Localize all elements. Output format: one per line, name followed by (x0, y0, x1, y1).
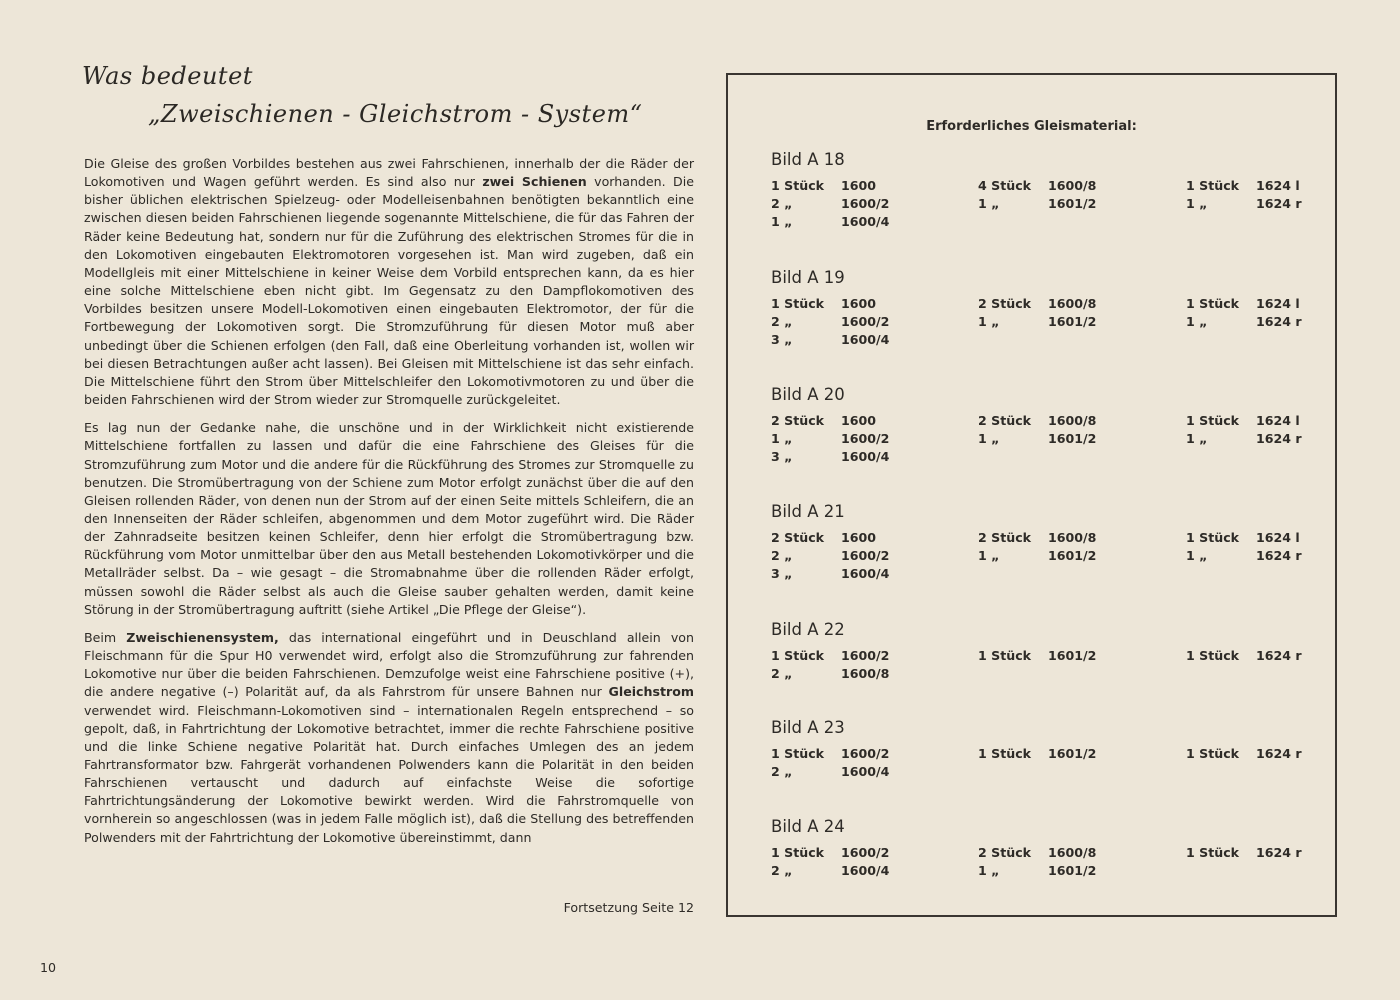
box-heading: Erforderliches Gleismaterial: (926, 119, 1137, 134)
quantity: 1 „ (1186, 196, 1208, 212)
quantity: 2 „ (771, 548, 793, 564)
article-number: 1600/4 (841, 449, 890, 465)
quantity: 2 „ (771, 196, 793, 212)
quantity: 2 „ (771, 314, 793, 330)
quantity: 1 „ (771, 214, 793, 230)
article-number: 1600/2 (841, 648, 890, 663)
quantity: 1 Stück (771, 296, 825, 311)
article-number: 1600/2 (841, 845, 890, 860)
quantity: 1 „ (978, 314, 1000, 330)
quantity: 1 Stück (1186, 413, 1240, 428)
paragraph-text: verwendet wird. Fleischmann-Lokomotiven sind – internationalen Regeln entsprechend – so gepolt, daß, in Fahrtrichtung der Lokomotive betrachtet, immer die rechte Fahrschiene positive und die linke Schiene negative Polarität hat. Durch einfaches Umlegen des an jedem Fahrtransformator bzw. Fahrgerät vorhandenen Polwenders kann die Polarität in den beiden Fahrschienen vertauscht und dadurch auf einfachste Weise die sofortige Fahrtrichtungsänderung der Lokomotive bewirkt werden. Wird die Fahrstromquelle von vornherein so angeschlossen (was in jedem Falle möglich ist), daß die Stellung des betreffenden Polwenders mit der Fahrtrichtung der Lokomotive übereinstimmt, dann (84, 702, 694, 845)
article-number: 1600/8 (1048, 845, 1097, 860)
page-title-line-2: „Zweischienen - Gleichstrom - System“ (148, 100, 643, 128)
article-number: 1624 r (1256, 845, 1302, 860)
article-number: 1600/4 (841, 863, 890, 879)
quantity: 2 „ (771, 666, 793, 682)
article-number: 1601/2 (1048, 863, 1097, 879)
article-number: 1624 l (1256, 413, 1300, 428)
article-number: 1600/8 (1048, 178, 1097, 193)
article-number: 1600/8 (1048, 296, 1097, 311)
quantity: 2 Stück (771, 530, 825, 545)
article-number: 1600/2 (841, 431, 890, 447)
quantity: 1 Stück (1186, 746, 1240, 761)
article-number: 1600/8 (1048, 530, 1097, 545)
paragraph (84, 629, 694, 847)
quantity: 1 „ (1186, 548, 1208, 564)
article-number: 1600 (841, 296, 877, 311)
quantity: 1 Stück (1186, 530, 1240, 545)
quantity: 1 Stück (978, 648, 1032, 663)
article-number: 1600/8 (1048, 413, 1097, 428)
article-number: 1624 l (1256, 530, 1300, 545)
paragraph (84, 419, 694, 619)
quantity: 1 „ (1186, 431, 1208, 447)
quantity: 3 „ (771, 332, 793, 348)
paragraph-text: Die Gleise des großen Vorbildes bestehen aus zwei Fahrschienen, innerhalb der die Räder der Lokomotiven und Wagen geführt werden. Es sind also nur (84, 156, 694, 190)
quantity: 1 „ (978, 431, 1000, 447)
article-number: 1600/8 (841, 666, 890, 682)
paragraph-text: vorhanden. Die bisher üblichen elektrischen Spielzeug- oder Modelleisenbahnen benötigten bekanntlich eine zwischen diesen beiden Fahrschienen liegende sogenannte Mittelschiene, die für das Fahren der Räder keine Bedeutung hat, sondern nur für die Zuführung des elektrischen Stromes für die in den Lokomotiven eingebauten Elektromotoren vorgesehen ist. Man wird zugeben, daß ein Modellgleis mit einer Mittelschiene in keiner Weise dem Vorbild entsprechen kann, da es hier eine solche Mittelschiene eben nicht gibt. Im Gegensatz zu den Dampflokomotiven des Vorbildes besitzen unsere Modell-Lokomotiven einen eingebauten Elektromotor, der für die Fortbewegung der Lokomotiven sorgt. Die Stromzuführung für diesen Motor muß aber unbedingt über die Schienen erfolgen (den Fall, daß eine Oberleitung vorhanden ist, wollen wir bei diesen Betrachtungen außer acht lassen). Bei Gleisen mit Mittelschiene ist das sehr einfach. Die Mittelschiene führt den Strom über Mittelschleifer den Lokomotivmotoren zu und über die beiden Fahrschienen wird der Strom wieder zur Stromquelle zurückgeleitet. (84, 174, 694, 408)
article-number: 1601/2 (1048, 746, 1097, 761)
article-number: 1601/2 (1048, 548, 1097, 564)
quantity: 1 Stück (1186, 845, 1240, 860)
paragraph-text: das international eingeführt und in Deuschland allein von Fleischmann für die Spur H0 verwendet wird, erfolgt also die Stromzuführung zur fahrenden Lokomotive nur über die beiden Fahrschienen. Demzufolge weist eine Fahrschiene positive (+), die andere negative (–) Polarität auf, da als Fahrstrom für unsere Bahnen nur (84, 629, 694, 700)
quantity: 2 „ (771, 863, 793, 879)
quantity: 3 „ (771, 449, 793, 465)
quantity: 1 Stück (1186, 296, 1240, 311)
article-number: 1600/4 (841, 566, 890, 582)
page-title-line-1: Was bedeutet (82, 62, 253, 90)
quantity: 1 „ (771, 431, 793, 447)
quantity: 1 „ (978, 863, 1000, 879)
figure-title: Bild A 23 (771, 718, 845, 737)
article-number: 1600/2 (841, 746, 890, 761)
quantity: 1 Stück (771, 178, 825, 193)
quantity: 1 „ (1186, 314, 1208, 330)
quantity: 4 Stück (978, 178, 1032, 193)
article-number: 1600 (841, 413, 877, 428)
article-number: 1624 l (1256, 178, 1300, 193)
track-material-box (726, 73, 1337, 917)
quantity: 1 Stück (771, 845, 825, 860)
page-number: 10 (40, 960, 57, 975)
article-number: 1624 r (1256, 548, 1302, 564)
quantity: 2 „ (771, 764, 793, 780)
article-number: 1624 r (1256, 314, 1302, 330)
article-body (84, 155, 694, 857)
article-number: 1624 r (1256, 431, 1302, 447)
quantity: 1 „ (978, 196, 1000, 212)
continuation-note: Fortsetzung Seite 12 (563, 900, 694, 915)
quantity: 1 Stück (1186, 648, 1240, 663)
article-number: 1624 r (1256, 648, 1302, 663)
article-number: 1601/2 (1048, 314, 1097, 330)
quantity: 2 Stück (978, 530, 1032, 545)
paragraph-text: Beim (84, 629, 127, 645)
quantity: 2 Stück (978, 296, 1032, 311)
quantity: 1 Stück (1186, 178, 1240, 193)
article-number: 1600/2 (841, 548, 890, 564)
figure-title: Bild A 19 (771, 268, 845, 287)
figure-title: Bild A 22 (771, 620, 845, 639)
quantity: 2 Stück (771, 413, 825, 428)
figure-title: Bild A 18 (771, 150, 845, 169)
article-number: 1600/2 (841, 314, 890, 330)
paragraph-text: Es lag nun der Gedanke nahe, die unschöne und in der Wirklichkeit nicht existierende Mittelschiene fortfallen zu lassen und dafür die eine Fahrschiene des Gleises für die Stromzuführung zum Motor und die andere für die Rückführung des Stromes zur Stromquelle zu benutzen. Die Stromübertragung von der Schiene zum Motor erfolgt zunächst über die auf den Gleisen rollenden Räder, von denen nun der Strom auf der einen Seite mittels Schleifern, die an den Innenseiten der Räder schleifen, abgenommen und dem Motor zugeführt wird. Die Räder der Zahnradseite besitzen keinen Schleifer, denn hier erfolgt die Stromübertragung bzw. Rückführung vom Motor unmittelbar über den aus Metall bestehenden Lokomotivkörper und die Metallräder selbst. Da – wie gesagt – die Stromabnahme über die rollenden Räder erfolgt, müssen sowohl die Räder selbst als auch die Gleise sauber gehalten werden, damit keine Störung in der Stromübertragung auftritt (siehe Artikel „Die Pflege der Gleise“). (84, 420, 694, 617)
article-number: 1601/2 (1048, 196, 1097, 212)
article-number: 1624 r (1256, 196, 1302, 212)
article-number: 1600/4 (841, 764, 890, 780)
emphasis-text: Zweischienensystem, (126, 629, 279, 645)
article-number: 1601/2 (1048, 431, 1097, 447)
figure-title: Bild A 20 (771, 385, 845, 404)
quantity: 2 Stück (978, 845, 1032, 860)
article-number: 1601/2 (1048, 648, 1097, 663)
article-number: 1624 l (1256, 296, 1300, 311)
article-number: 1600/4 (841, 214, 890, 230)
quantity: 1 „ (978, 548, 1000, 564)
quantity: 1 Stück (771, 746, 825, 761)
paragraph (84, 155, 694, 409)
figure-title: Bild A 21 (771, 502, 845, 521)
article-number: 1624 r (1256, 746, 1302, 761)
article-number: 1600 (841, 530, 877, 545)
figure-title: Bild A 24 (771, 817, 845, 836)
article-number: 1600/2 (841, 196, 890, 212)
quantity: 1 Stück (771, 648, 825, 663)
emphasis-text: zwei Schienen (482, 174, 587, 190)
quantity: 3 „ (771, 566, 793, 582)
emphasis-text: Gleichstrom (608, 684, 694, 700)
quantity: 2 Stück (978, 413, 1032, 428)
article-number: 1600 (841, 178, 877, 193)
quantity: 1 Stück (978, 746, 1032, 761)
article-number: 1600/4 (841, 332, 890, 348)
